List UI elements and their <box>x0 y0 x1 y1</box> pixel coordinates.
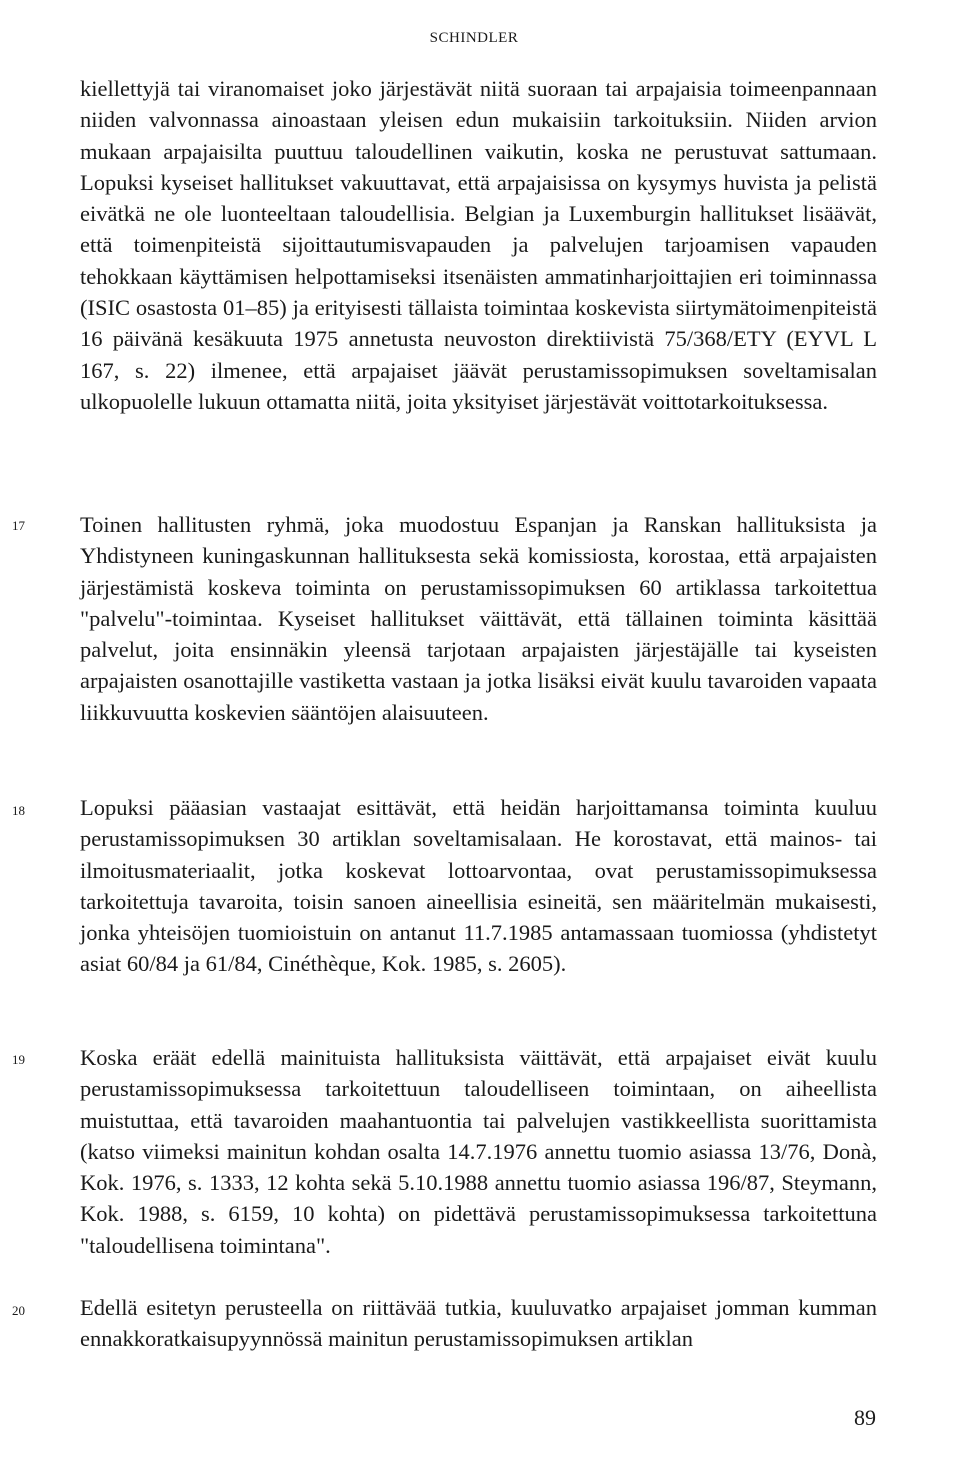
paragraph-number-20: 20 <box>12 1303 25 1318</box>
paragraph-number-17: 17 <box>12 518 25 533</box>
paragraph-continued: kiellettyjä tai viranomaiset joko järjestävät niitä suoraan tai arpajaisia toimeenpannaan niiden valvonnassa ainoastaan yleisen edun mukaisiin tarkoituksiin. Niiden arvion mukaan arpajaisilta puuttuu taloudellinen vaikutin, koska ne perustuvat sattumaan. Lopuksi kyseiset hallitukset vakuuttavat, että arpajaisissa on kysymys huvista ja pelistä eivätkä ne ole luonteeltaan taloudellisia. Belgian ja Luxemburgin hallitukset lisäävät, että toimenpiteistä sijoittautumisvapauden ja palvelujen tarjoamisen vapauden tehokkaan käyttämisen helpottamiseksi itsenäisten ammatinharjoittajien eri toiminnassa (ISIC osastosta 01–85) ja erityisesti tällaista toimintaa koskevista siirtymätoimenpiteistä 16 päivänä kesäkuuta 1975 annetusta neuvoston direktiivistä 75/368/ETY (EYVL L 167, s. 22) ilmenee, että arpajaiset jäävät perustamissopimuksen soveltamisalan ulkopuolelle lukuun ottamatta niitä, joita yksityiset järjestävät voittotarkoituksessa. <box>80 76 877 414</box>
paragraph-number-19: 19 <box>12 1052 25 1067</box>
page-header: SCHINDLER <box>429 30 519 46</box>
page-number: 89 <box>854 1405 876 1430</box>
paragraph-20: Edellä esitetyn perusteella on riittävää tutkia, kuuluvatko arpajaiset jomman kumman ennakkoratkaisupyynnössä mainitun perustamissopimuksen artiklan <box>80 1295 877 1352</box>
paragraph-number-18: 18 <box>12 803 25 818</box>
paragraph-17: Toinen hallitusten ryhmä, joka muodostuu Espanjan ja Ranskan hallituksista ja Yhdistyneen kuningaskunnan hallituksesta sekä komissiosta, korostaa, että arpajaisten järjestämistä koskeva toiminta on perustamissopimuksen 60 artiklassa tarkoitettua "palvelu"-toimintaa. Kyseiset hallitukset väittävät, että tällainen toiminta käsittää palvelut, joita ensinnäkin yleensä tarjotaan arpajaisten järjestäjälle tai kyseisten arpajaisten osanottajille vastiketta vastaan ja jotka lisäksi eivät kuulu tavaroiden vapaata liikkuvuutta koskevien sääntöjen alaisuuteen. <box>80 512 877 725</box>
paragraph-18: Lopuksi pääasian vastaajat esittävät, että heidän harjoittamansa toiminta kuuluu perustamissopimuksen 30 artiklan soveltamisalaan. He korostavat, että mainos- tai ilmoitusmateriaalit, jotka koskevat lottoarvontaa, ovat perustamissopimuksessa tarkoitettuja tavaroita, toisin sanoen aineellisia esineitä, sen määritelmän mukaisesti, jonka yhteisöjen tuomioistuin on antanut 11.7.1985 antamassaan tuomiossa (yhdistetyt asiat 60/84 ja 61/84, Cinéthèque, Kok. 1985, s. 2605). <box>80 795 877 977</box>
paragraph-19: Koska eräät edellä mainituista hallituksista väittävät, että arpajaiset eivät kuulu perustamissopimuksessa tarkoitettuun taloudelliseen toimintaan, on aiheellista muistuttaa, että tavaroiden maahantuontia tai palvelujen vastikkeellista suorittamista (katso viimeksi mainitun kohdan osalta 14.7.1976 annettu tuomio asiassa 13/76, Donà, Kok. 1976, s. 1333, 12 kohta sekä 5.10.1988 annettu tuomio asiassa 196/87, Steymann, Kok. 1988, s. 6159, 10 kohta) on pidettävä perustamissopimuksessa tarkoitettuna "taloudellisena toimintana". <box>80 1045 877 1258</box>
